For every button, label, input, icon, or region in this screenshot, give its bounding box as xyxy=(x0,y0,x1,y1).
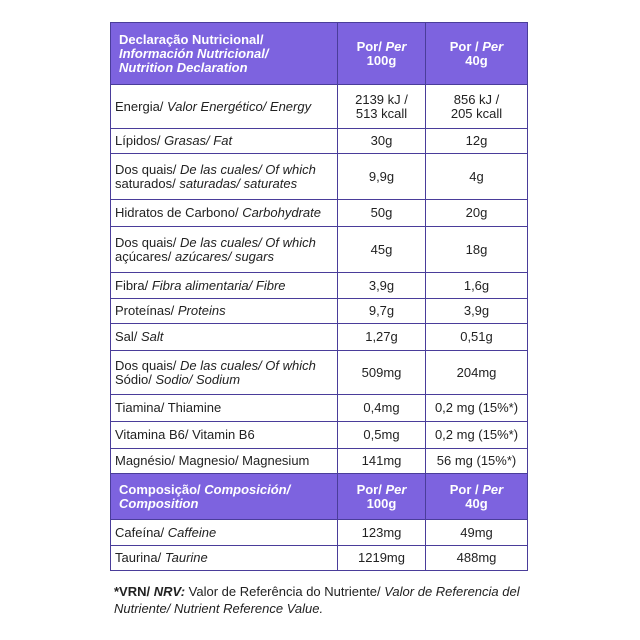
value-per-40g xyxy=(426,129,528,154)
value-per-100g xyxy=(338,520,426,546)
row-label-pt: Fibra/ xyxy=(115,277,152,293)
value-100g-line1: 141mg xyxy=(361,453,402,468)
row-label-es-en: Carbohydrate xyxy=(242,205,321,220)
nutrition-header-row xyxy=(111,23,528,85)
header-col2-en: Per xyxy=(482,38,504,54)
value-40g-line1: 3,9g xyxy=(463,303,490,318)
table-row xyxy=(111,129,528,154)
composition-title-pt: Composição/ xyxy=(119,481,205,497)
value-per-100g xyxy=(338,422,426,449)
value-100g-line1: 123mg xyxy=(361,524,402,540)
value-per-100g xyxy=(338,324,426,351)
row-label xyxy=(111,129,338,154)
header-col2-amount: 40g xyxy=(465,52,488,68)
comp-col1-pt: Por/ xyxy=(356,481,386,497)
value-40g-line1: 18g xyxy=(465,241,488,257)
composition-header-row xyxy=(111,474,528,520)
header-col-per-100g xyxy=(338,23,426,85)
value-per-40g xyxy=(426,351,528,395)
header-col-per-40g xyxy=(426,23,528,85)
value-100g-line1: 1219mg xyxy=(358,550,405,565)
value-40g-line1: 0,2 mg (15%*) xyxy=(434,400,519,415)
value-40g-line1: 20g xyxy=(465,205,488,220)
composition-header-title xyxy=(111,474,338,520)
value-per-100g xyxy=(338,227,426,273)
row-label-pt: Vitamina B6/ Vitamin B6 xyxy=(115,427,255,442)
value-per-100g xyxy=(338,351,426,395)
comp-col1-amount: 100g xyxy=(366,495,397,511)
value-40g-line1: 0,51g xyxy=(460,329,493,344)
value-per-100g xyxy=(338,299,426,324)
composition-title-en: Composition xyxy=(119,495,199,511)
row-label-pt: Lípidos/ xyxy=(115,133,165,148)
value-100g-line1: 9,9g xyxy=(368,168,395,184)
header-title-es: Información Nutricional/ xyxy=(119,45,269,61)
nutrition-header-title xyxy=(111,23,338,85)
row-label xyxy=(111,154,338,200)
table-row xyxy=(111,273,528,299)
value-100g-line1: 3,9g xyxy=(368,277,395,293)
header-col1-en: Per xyxy=(385,38,407,54)
header-title-pt: Declaração Nutricional/ xyxy=(119,31,264,47)
value-per-40g xyxy=(426,449,528,474)
value-per-40g xyxy=(426,546,528,571)
row-label-es-en: De las cuales/ Of which xyxy=(180,357,316,373)
header-col1-amount: 100g xyxy=(366,52,397,68)
value-per-40g xyxy=(426,200,528,227)
value-100g-line1: 1,27g xyxy=(365,329,398,344)
row-label-es-en: Caffeine xyxy=(167,524,217,540)
table-row xyxy=(111,546,528,571)
row-label-pt: Taurina/ xyxy=(115,550,165,565)
row-label-es-en-line2: saturadas/ saturates xyxy=(179,175,298,191)
footnote-text-es-en: Valor de Referencia del Nutriente/ Nutrient Reference Value. xyxy=(114,584,520,616)
value-40g-line1: 12g xyxy=(465,133,488,148)
header-col1-pt: Por/ xyxy=(356,38,386,54)
value-40g-line1: 56 mg (15%*) xyxy=(436,453,517,468)
footnote-mark: *VRN/ xyxy=(114,584,154,599)
value-per-100g xyxy=(338,154,426,200)
row-label-pt: Proteínas/ xyxy=(115,303,178,318)
row-label-pt-line2: Sódio/ xyxy=(115,371,156,387)
value-100g-line2: 513 kcall xyxy=(355,105,408,121)
table-row xyxy=(111,351,528,395)
value-100g-line1: 9,7g xyxy=(368,303,395,318)
value-per-40g xyxy=(426,154,528,200)
row-label-es-en: Valor Energético/ Energy xyxy=(167,98,312,114)
row-label-pt: Hidratos de Carbono/ xyxy=(115,205,243,220)
value-100g-line1: 50g xyxy=(370,205,393,220)
row-label-es-en-line2: Sodio/ Sodium xyxy=(155,371,241,387)
table-row xyxy=(111,200,528,227)
row-label-pt: Dos quais/ xyxy=(115,161,181,177)
row-label-es-en: Taurine xyxy=(164,550,208,565)
row-label xyxy=(111,520,338,546)
value-100g-line1: 509mg xyxy=(361,364,402,380)
row-label xyxy=(111,324,338,351)
value-100g-line1: 45g xyxy=(370,241,393,257)
row-label-es-en: Fibra alimentaria/ Fibre xyxy=(151,277,286,293)
comp-col2-en: Per xyxy=(482,481,504,497)
header-title-en: Nutrition Declaration xyxy=(119,59,248,75)
value-per-100g xyxy=(338,449,426,474)
row-label-es-en: De las cuales/ Of which xyxy=(180,161,316,177)
row-label-es-en: Salt xyxy=(141,329,164,344)
value-40g-line1: 1,6g xyxy=(463,277,490,293)
header-col2-pt: Por / xyxy=(449,38,483,54)
footnote-text-pt: Valor de Referência do Nutriente/ xyxy=(185,584,385,599)
table-row xyxy=(111,85,528,129)
value-per-100g xyxy=(338,129,426,154)
table-row xyxy=(111,520,528,546)
value-per-40g xyxy=(426,422,528,449)
value-per-40g xyxy=(426,227,528,273)
value-per-100g xyxy=(338,85,426,129)
value-per-40g xyxy=(426,520,528,546)
table-row xyxy=(111,227,528,273)
value-40g-line1: 488mg xyxy=(456,550,497,565)
value-40g-line1: 4g xyxy=(469,168,484,184)
row-label-pt: Cafeína/ xyxy=(115,524,168,540)
row-label-es-en-line2: azúcares/ sugars xyxy=(174,248,274,264)
row-label xyxy=(111,395,338,422)
footnote-mark-nrv: NRV: xyxy=(153,584,186,599)
row-label xyxy=(111,273,338,299)
value-per-100g xyxy=(338,273,426,299)
row-label xyxy=(111,351,338,395)
table-row xyxy=(111,324,528,351)
comp-col2-pt: Por / xyxy=(449,481,483,497)
row-label-pt: Dos quais/ xyxy=(115,357,181,373)
table-row xyxy=(111,449,528,474)
comp-col1-en: Per xyxy=(385,481,407,497)
row-label xyxy=(111,449,338,474)
table-row xyxy=(111,422,528,449)
table-row xyxy=(111,154,528,200)
value-per-40g xyxy=(426,85,528,129)
row-label-pt: Sal/ xyxy=(115,329,142,344)
value-100g-line1: 0,5mg xyxy=(363,427,400,442)
value-100g-line1: 30g xyxy=(370,133,393,148)
nutrition-table xyxy=(110,22,528,571)
table-row xyxy=(111,395,528,422)
row-label-es-en: De las cuales/ Of which xyxy=(180,234,316,250)
row-label xyxy=(111,299,338,324)
value-per-100g xyxy=(338,546,426,571)
value-per-40g xyxy=(426,299,528,324)
row-label-es-en: Proteins xyxy=(177,303,226,318)
value-per-40g xyxy=(426,324,528,351)
row-label xyxy=(111,85,338,129)
footnote xyxy=(114,583,534,617)
row-label-pt: Dos quais/ xyxy=(115,234,181,250)
row-label xyxy=(111,422,338,449)
value-100g-line1: 0,4mg xyxy=(363,400,400,415)
row-label xyxy=(111,546,338,571)
row-label xyxy=(111,227,338,273)
value-per-40g xyxy=(426,273,528,299)
comp-col2-amount: 40g xyxy=(465,495,488,511)
row-label-pt-line2: saturados/ xyxy=(115,175,180,191)
value-40g-line1: 0,2 mg (15%*) xyxy=(434,427,519,442)
value-per-40g xyxy=(426,395,528,422)
nutrition-table-container xyxy=(110,22,527,571)
value-40g-line1: 856 kJ / xyxy=(453,91,500,107)
row-label-pt-line2: açúcares/ xyxy=(115,248,175,264)
value-per-100g xyxy=(338,200,426,227)
row-label xyxy=(111,200,338,227)
value-40g-line1: 204mg xyxy=(456,364,497,380)
row-label-pt: Tiamina/ Thiamine xyxy=(115,400,222,415)
table-row xyxy=(111,299,528,324)
row-label-pt: Magnésio/ Magnesio/ Magnesium xyxy=(115,453,310,468)
row-label-pt: Energia/ xyxy=(115,98,168,114)
composition-col-per-100g xyxy=(338,474,426,520)
value-40g-line1: 49mg xyxy=(460,524,493,540)
composition-title-es: Composición/ xyxy=(204,481,291,497)
value-per-100g xyxy=(338,395,426,422)
value-100g-line1: 2139 kJ / xyxy=(355,91,408,107)
composition-col-per-40g xyxy=(426,474,528,520)
row-label-es-en: Grasas/ Fat xyxy=(164,133,233,148)
value-40g-line2: 205 kcall xyxy=(450,105,503,121)
